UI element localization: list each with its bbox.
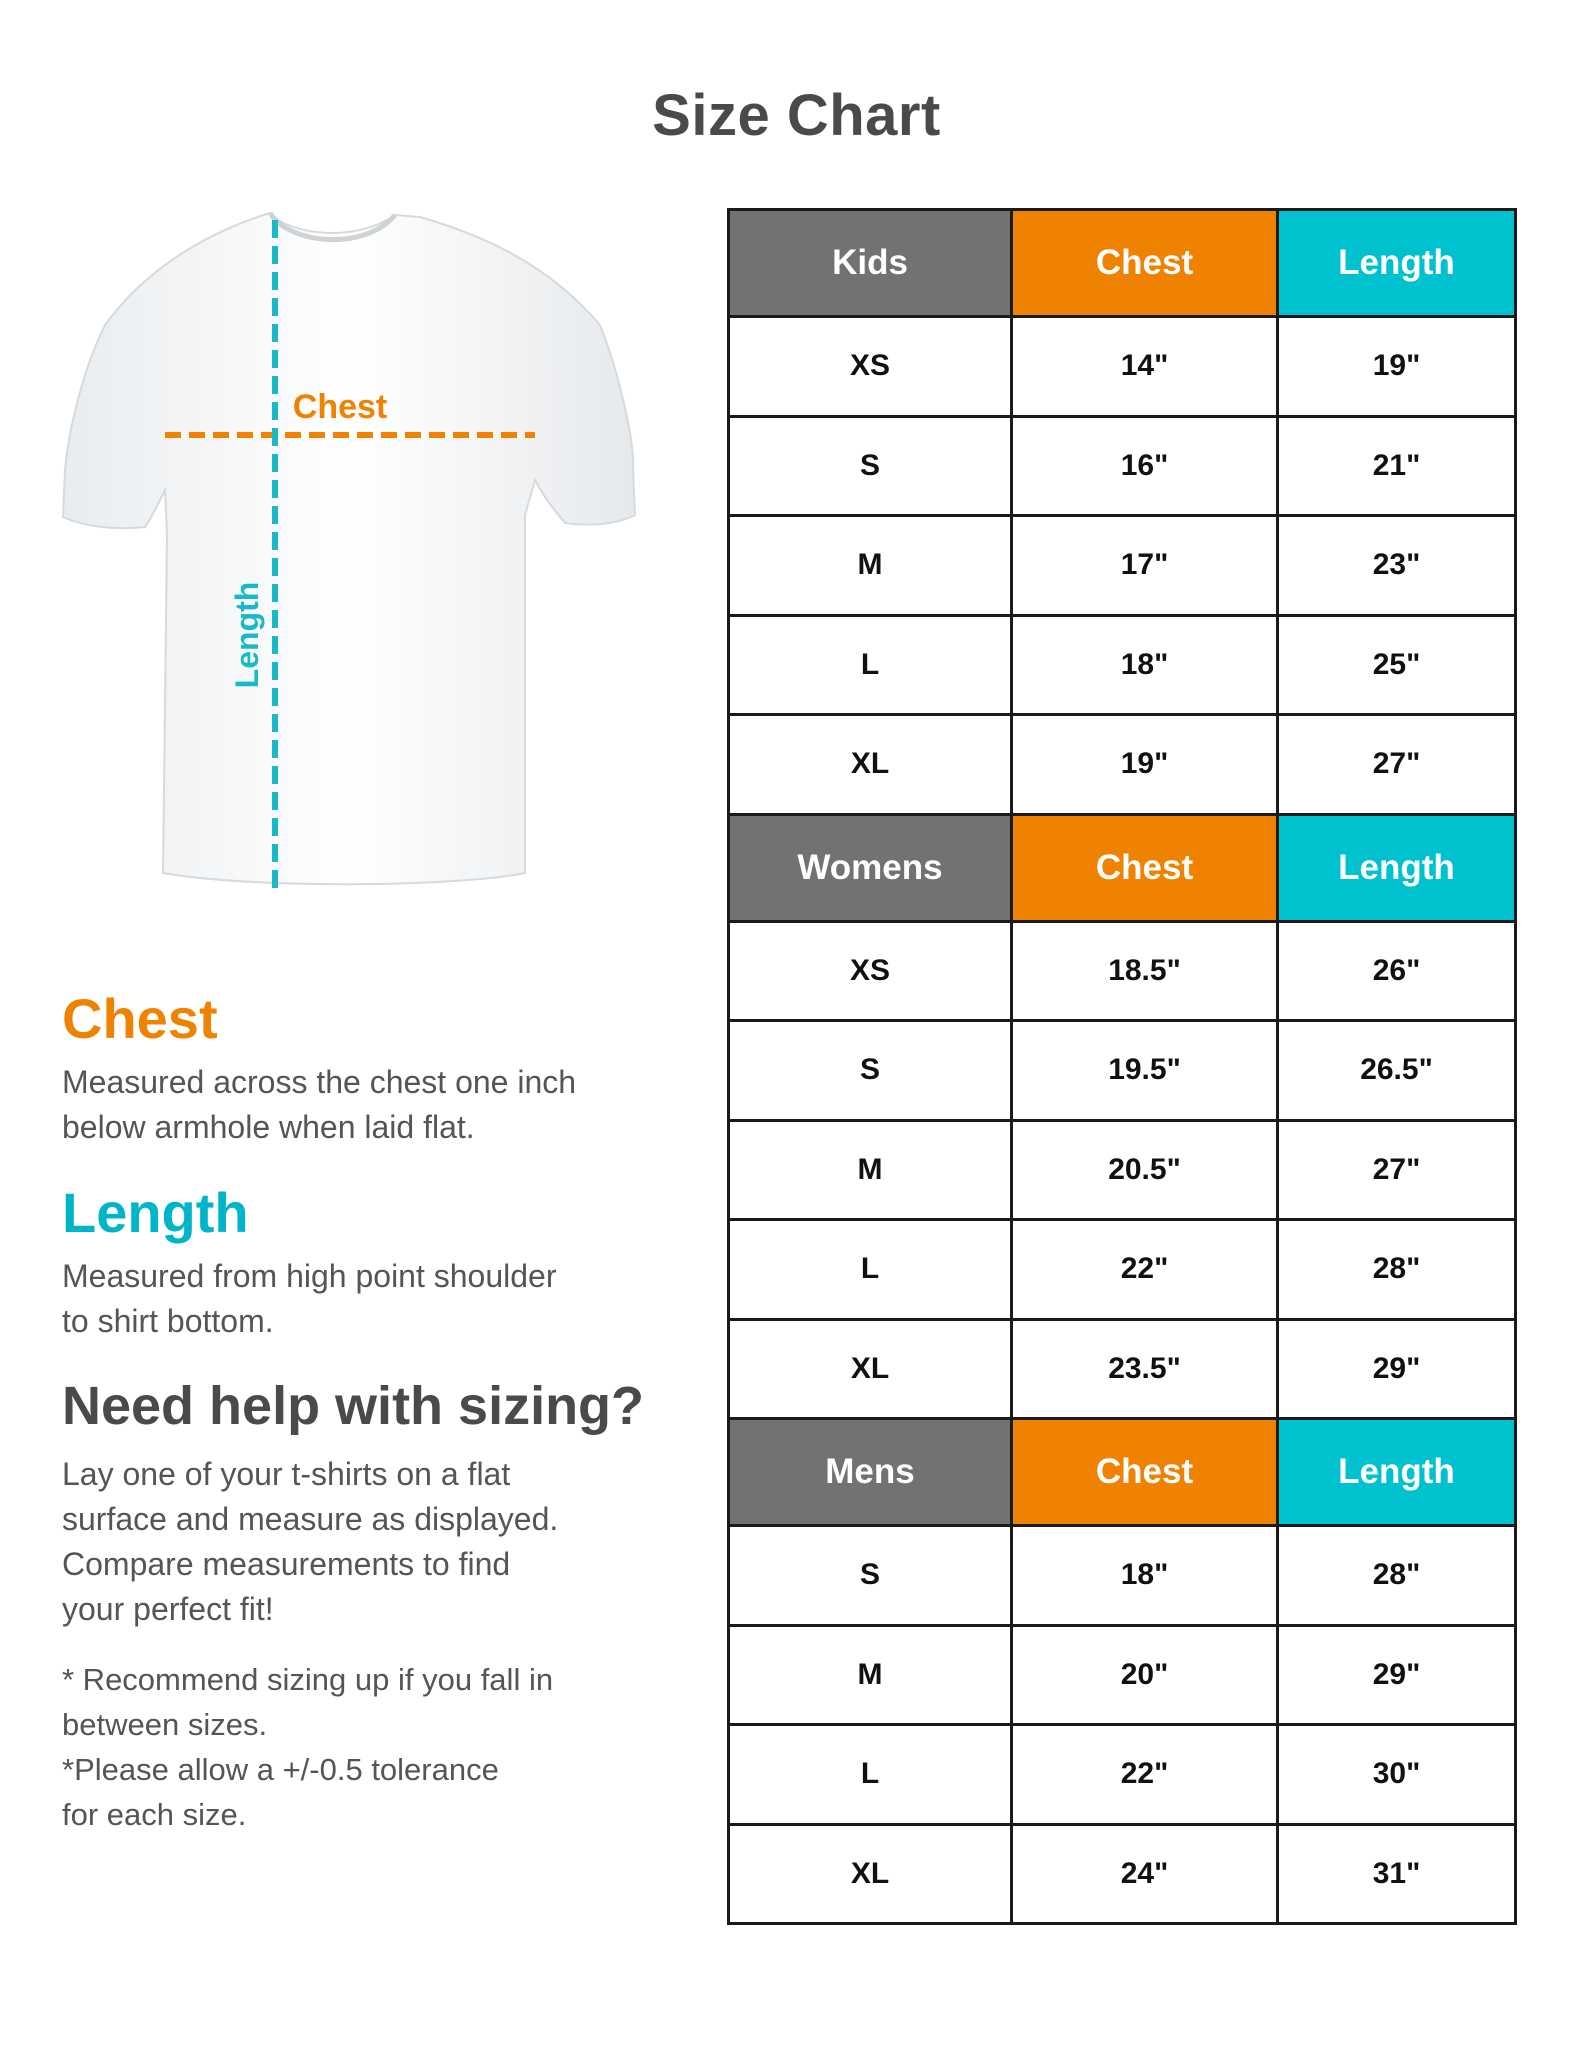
table-row	[729, 416, 1516, 516]
length-heading: Length	[62, 1181, 249, 1244]
chest-description	[62, 1060, 682, 1150]
length-cell: 19"	[1278, 317, 1516, 417]
length-cell: 25"	[1278, 615, 1516, 715]
table-row	[729, 317, 1516, 417]
help-heading: Need help with sizing?	[62, 1376, 645, 1436]
table-row	[729, 1625, 1516, 1725]
note-line: * Recommend sizing up if you fall in	[62, 1662, 554, 1697]
size-cell: XS	[729, 921, 1012, 1021]
size-cell: L	[729, 1220, 1012, 1320]
tshirt-shape	[63, 213, 635, 884]
chest-cell: 24"	[1012, 1824, 1278, 1924]
size-cell: L	[729, 615, 1012, 715]
mens-header-row	[729, 1419, 1516, 1526]
chest-column-header: Chest	[1012, 814, 1278, 921]
chest-cell: 22"	[1012, 1725, 1278, 1825]
chest-description-line: Measured across the chest one inch	[62, 1064, 577, 1100]
length-cell: 29"	[1278, 1625, 1516, 1725]
size-cell: L	[729, 1725, 1012, 1825]
chest-cell: 18"	[1012, 1526, 1278, 1626]
length-cell: 31"	[1278, 1824, 1516, 1924]
length-column-header: Length	[1278, 210, 1516, 317]
help-description-line: your perfect fit!	[62, 1591, 274, 1627]
size-cell: XL	[729, 1824, 1012, 1924]
length-diagram-label: Length	[229, 581, 265, 689]
category-header-kids: Kids	[729, 210, 1012, 317]
chest-description-line: below armhole when laid flat.	[62, 1109, 475, 1145]
length-cell: 29"	[1278, 1319, 1516, 1419]
category-header-mens: Mens	[729, 1419, 1012, 1526]
length-cell: 23"	[1278, 516, 1516, 616]
size-table	[727, 208, 1517, 1925]
length-cell: 27"	[1278, 1120, 1516, 1220]
chest-cell: 14"	[1012, 317, 1278, 417]
table-row	[729, 715, 1516, 815]
length-cell: 21"	[1278, 416, 1516, 516]
size-cell: S	[729, 1021, 1012, 1121]
note-line: *Please allow a +/-0.5 tolerance	[62, 1752, 499, 1787]
length-column-header: Length	[1278, 814, 1516, 921]
table-row	[729, 1824, 1516, 1924]
chest-cell: 20.5"	[1012, 1120, 1278, 1220]
chest-cell: 17"	[1012, 516, 1278, 616]
chest-cell: 18.5"	[1012, 921, 1278, 1021]
chest-cell: 19"	[1012, 715, 1278, 815]
chest-cell: 19.5"	[1012, 1021, 1278, 1121]
table-row	[729, 516, 1516, 616]
length-description-line: to shirt bottom.	[62, 1303, 274, 1339]
help-description-line: surface and measure as displayed.	[62, 1501, 559, 1537]
length-cell: 28"	[1278, 1526, 1516, 1626]
chest-column-header: Chest	[1012, 210, 1278, 317]
size-cell: M	[729, 1625, 1012, 1725]
page-title: Size Chart	[652, 83, 941, 148]
length-description	[62, 1254, 682, 1344]
chest-heading: Chest	[62, 987, 218, 1050]
length-cell: 28"	[1278, 1220, 1516, 1320]
chest-cell: 20"	[1012, 1625, 1278, 1725]
length-cell: 27"	[1278, 715, 1516, 815]
size-cell: M	[729, 516, 1012, 616]
size-cell: XL	[729, 715, 1012, 815]
note-line: for each size.	[62, 1797, 247, 1832]
chest-cell: 18"	[1012, 615, 1278, 715]
size-cell: XL	[729, 1319, 1012, 1419]
table-row	[729, 1120, 1516, 1220]
table-row	[729, 1526, 1516, 1626]
length-cell: 30"	[1278, 1725, 1516, 1825]
length-column-header: Length	[1278, 1419, 1516, 1526]
kids-header-row	[729, 210, 1516, 317]
chest-diagram-label: Chest	[292, 388, 388, 426]
size-cell: XS	[729, 317, 1012, 417]
chest-cell: 22"	[1012, 1220, 1278, 1320]
length-cell: 26.5"	[1278, 1021, 1516, 1121]
note-line: between sizes.	[62, 1707, 268, 1742]
help-description-line: Lay one of your t-shirts on a flat	[62, 1456, 511, 1492]
table-row	[729, 921, 1516, 1021]
length-description-line: Measured from high point shoulder	[62, 1258, 557, 1294]
tshirt-diagram	[55, 205, 655, 905]
chest-column-header: Chest	[1012, 1419, 1278, 1526]
length-cell: 26"	[1278, 921, 1516, 1021]
table-row	[729, 615, 1516, 715]
womens-header-row	[729, 814, 1516, 921]
table-row	[729, 1021, 1516, 1121]
help-description	[62, 1452, 682, 1632]
help-description-line: Compare measurements to find	[62, 1546, 511, 1582]
size-cell: S	[729, 1526, 1012, 1626]
size-cell: M	[729, 1120, 1012, 1220]
tshirt-illustration	[55, 205, 655, 905]
chest-cell: 23.5"	[1012, 1319, 1278, 1419]
category-header-womens: Womens	[729, 814, 1012, 921]
size-cell: S	[729, 416, 1012, 516]
sizing-notes	[62, 1657, 682, 1837]
table-row	[729, 1319, 1516, 1419]
table-row	[729, 1725, 1516, 1825]
chest-cell: 16"	[1012, 416, 1278, 516]
table-row	[729, 1220, 1516, 1320]
